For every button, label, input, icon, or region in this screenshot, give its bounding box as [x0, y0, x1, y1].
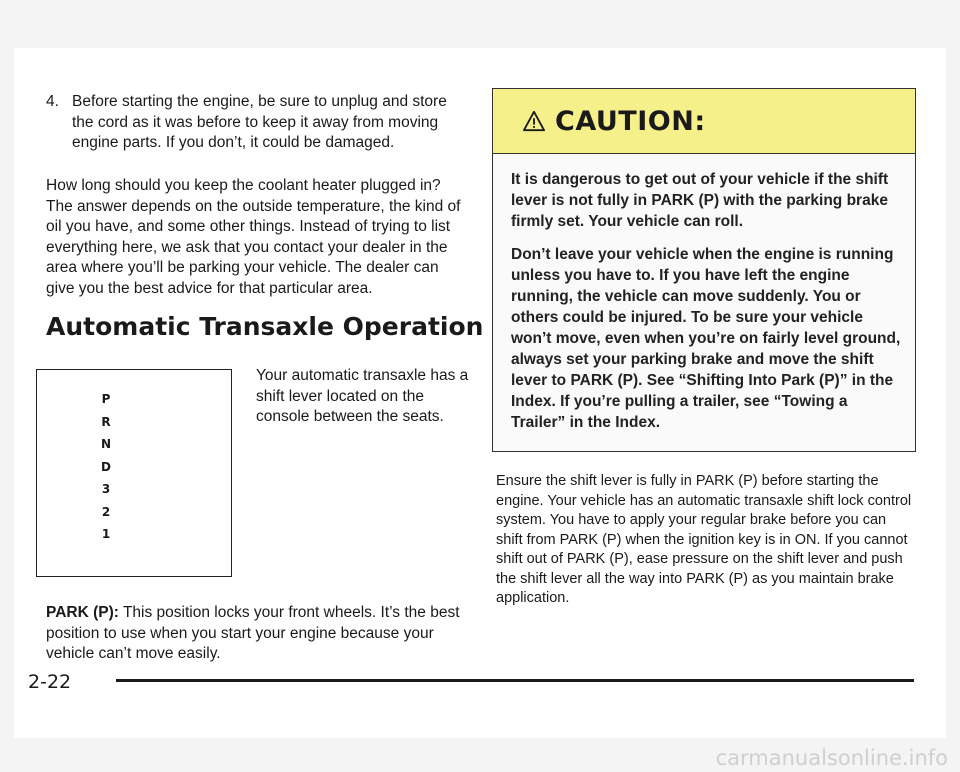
shift-pattern-illustration [36, 369, 232, 577]
shift-position-list [96, 388, 116, 546]
shift-position: D [101, 459, 111, 474]
page-number: 2-22 [28, 671, 72, 693]
coolant-heater-paragraph: How long should you keep the coolant heater plugged in? The answer depends on the outside temperature, the kind of oil you have, and some other things. Instead of trying to list everything here, we ask that you contact your dealer in the area where you’ll be parking your vehicle. The dealer can give you the best advice for that particular area. [46, 177, 461, 297]
caution-paragraph: It is dangerous to get out of your vehicle if the shift lever is not fully in PARK (P) with the parking brake firmly set. Your vehicle can roll. [511, 171, 889, 230]
caution-paragraph: Don’t leave your vehicle when the engine is running unless you have to. If you have left the engine running, the vehicle can move suddenly. You or others could be injured. To be sure your vehicle won’t move, even when you’re on fairly level ground, always set your parking brake and move the shift lever to PARK (P). See “Shifting Into Park (P)” in the Index. If you’re pulling a trailer, see “Towing a Trailer” in the Index. [511, 246, 901, 431]
section-heading: Automatic Transaxle Operation [46, 312, 484, 341]
warning-triangle-icon [523, 110, 545, 132]
shift-position: P [101, 392, 111, 406]
caution-title: CAUTION: [555, 105, 706, 137]
shift-position: 2 [101, 504, 111, 519]
shift-position: 1 [101, 527, 111, 541]
caution-body [511, 169, 901, 445]
shift-position: N [100, 437, 112, 451]
caution-box [492, 88, 916, 452]
step-text: Before starting the engine, be sure to unplug and store the cord as it was before to keep it away from moving engine parts. If you don’t, it could be damaged. [72, 93, 447, 151]
shift-position: R [101, 414, 111, 429]
shift-lever-description: Your automatic transaxle has a shift lever located on the console between the seats. [256, 367, 469, 425]
footer-rule [116, 679, 914, 682]
park-description [46, 603, 476, 665]
park-text: This position locks your front wheels. It’s the best position to use when you start your engine because your vehicle can’t move easily. [46, 604, 460, 662]
shift-lock-paragraph: Ensure the shift lever is fully in PARK (P) before starting the engine. Your vehicle has an automatic transaxle shift lock control system. You have to apply your regular brake before you can shift from PARK (P) when the ignition key is in ON. If you cannot shift out of PARK (P), ease pressure on the shift lever and push the shift lever all the way into PARK (P) as you maintain brake application. [496, 473, 912, 606]
shift-position: 3 [101, 482, 111, 496]
watermark-text: carmanualsonline.info [715, 746, 948, 770]
park-label: PARK (P): [46, 604, 119, 621]
step-number: 4. [46, 93, 59, 110]
caution-header [493, 89, 915, 154]
